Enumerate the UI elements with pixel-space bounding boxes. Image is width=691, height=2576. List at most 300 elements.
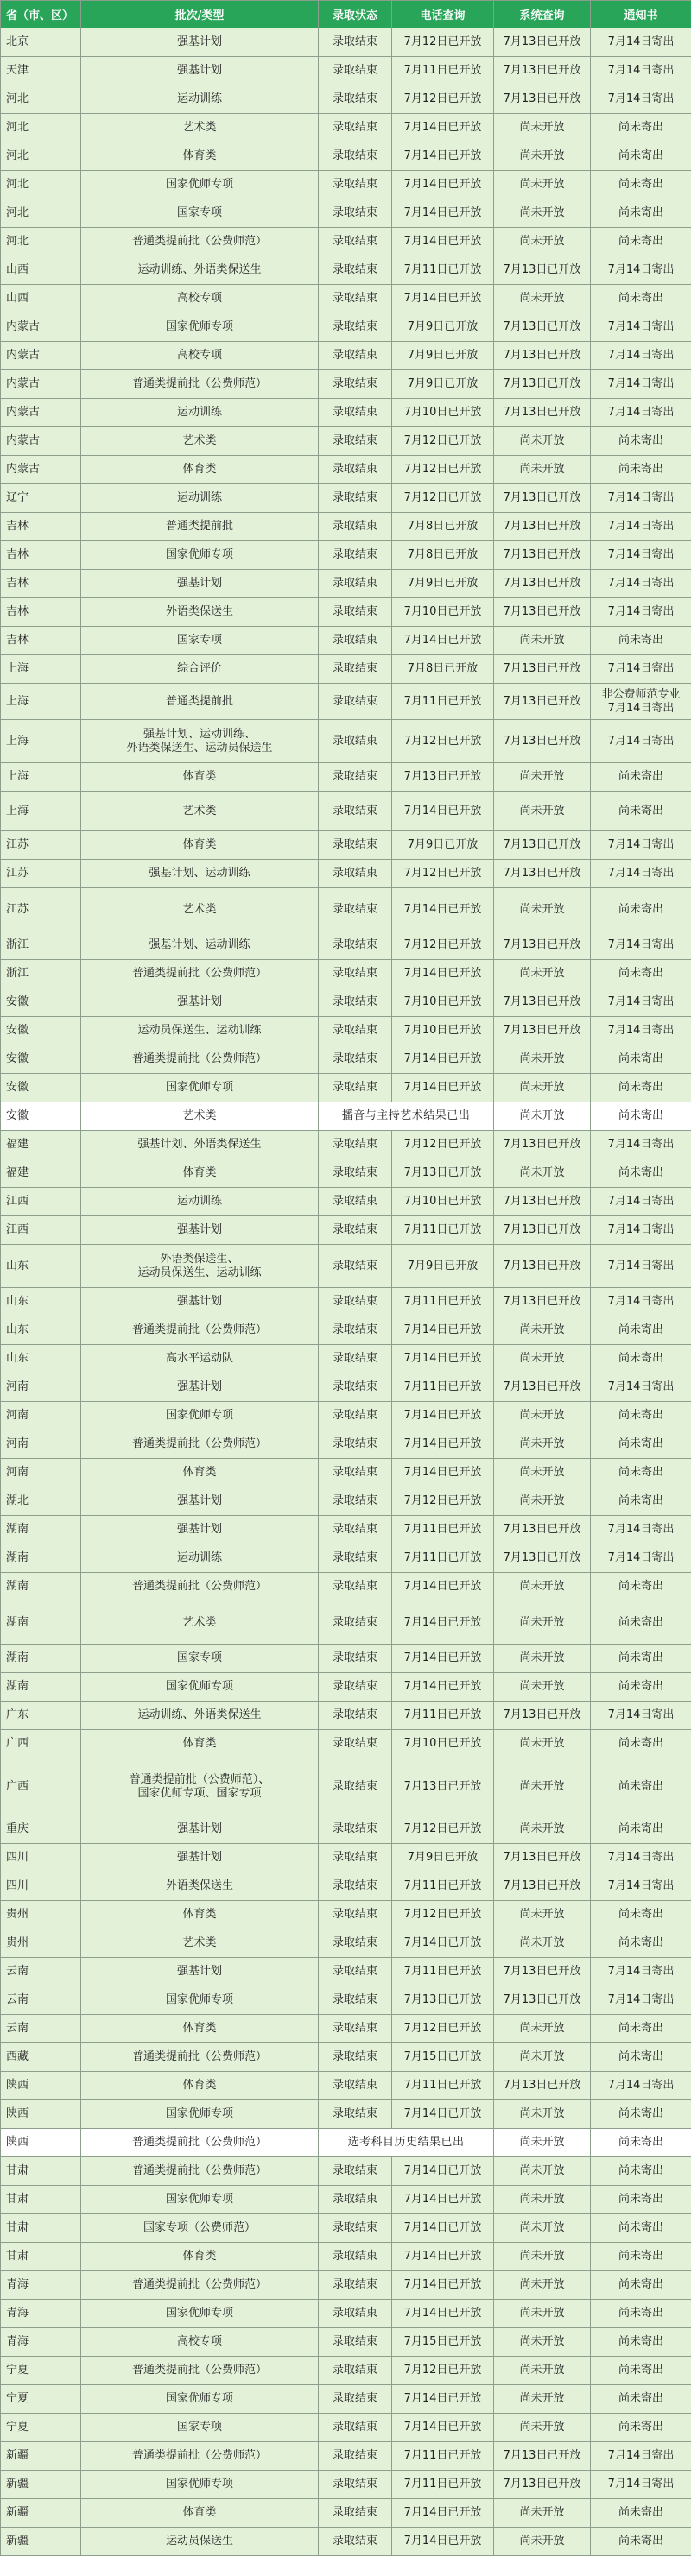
cell-batch: 高校专项 (81, 2328, 319, 2357)
cell-batch: 艺术类 (81, 427, 319, 456)
cell-notice: 7月14日寄出 (591, 1216, 691, 1245)
cell-province: 湖南 (1, 1601, 81, 1645)
header-batch: 批次/类型 (81, 1, 319, 28)
cell-status: 录取结束 (319, 1645, 392, 1673)
cell-batch: 普通类提前批（公费师范） (81, 1316, 319, 1345)
table-row (1, 570, 691, 598)
cell-status: 录取结束 (319, 256, 392, 285)
table-row (1, 1986, 691, 2015)
table-row (1, 1901, 691, 1929)
cell-batch: 强基计划、运动训练 (81, 860, 319, 888)
cell-province: 陕西 (1, 2100, 81, 2129)
cell-notice: 7月14日寄出 (591, 570, 691, 598)
cell-status: 录取结束 (319, 1844, 392, 1872)
cell-batch: 普通类提前批（公费师范） (81, 2271, 319, 2300)
cell-batch: 综合评价 (81, 655, 319, 684)
cell-system-query: 尚未开放 (494, 2385, 591, 2414)
cell-province: 青海 (1, 2328, 81, 2357)
cell-province: 河南 (1, 1373, 81, 1402)
cell-phone-query: 7月14日已开放 (392, 1673, 494, 1702)
cell-phone-query: 7月14日已开放 (392, 888, 494, 931)
cell-status: 录取结束 (319, 570, 392, 598)
cell-phone-query: 7月14日已开放 (392, 1402, 494, 1430)
cell-phone-query: 7月14日已开放 (392, 2243, 494, 2271)
cell-province: 上海 (1, 792, 81, 831)
cell-province: 河南 (1, 1402, 81, 1430)
cell-notice: 尚未寄出 (591, 199, 691, 228)
table-row (1, 2043, 691, 2072)
cell-system-query: 尚未开放 (494, 1345, 591, 1373)
cell-notice: 7月14日寄出 (591, 1288, 691, 1316)
cell-batch: 运动训练 (81, 1544, 319, 1573)
cell-batch: 艺术类 (81, 792, 319, 831)
cell-batch: 普通类提前批（公费师范） (81, 2043, 319, 2072)
cell-province: 山西 (1, 256, 81, 285)
cell-province: 甘肃 (1, 2243, 81, 2271)
cell-province: 新疆 (1, 2499, 81, 2528)
cell-status: 录取结束 (319, 1373, 392, 1402)
cell-province: 江苏 (1, 888, 81, 931)
cell-batch: 普通类提前批（公费师范） (81, 2129, 319, 2157)
cell-system-query: 7月13日已开放 (494, 1702, 591, 1730)
table-row (1, 2271, 691, 2300)
cell-status: 录取结束 (319, 541, 392, 570)
cell-status: 录取结束 (319, 1758, 392, 1815)
cell-phone-query: 7月12日已开放 (392, 2357, 494, 2385)
table-row (1, 28, 691, 57)
cell-status-merged: 选考科目历史结果已出 (319, 2129, 494, 2157)
cell-notice: 尚未寄出 (591, 1730, 691, 1758)
cell-phone-query: 7月11日已开放 (392, 1288, 494, 1316)
cell-system-query: 尚未开放 (494, 627, 591, 655)
cell-batch: 艺术类 (81, 1601, 319, 1645)
cell-phone-query: 7月12日已开放 (392, 1487, 494, 1516)
cell-status: 录取结束 (319, 598, 392, 627)
cell-system-query: 7月13日已开放 (494, 1544, 591, 1573)
table-row (1, 1730, 691, 1758)
cell-province: 西藏 (1, 2043, 81, 2072)
cell-notice: 尚未寄出 (591, 627, 691, 655)
table-row (1, 2499, 691, 2528)
cell-notice: 7月14日寄出 (591, 1958, 691, 1986)
cell-phone-query: 7月9日已开放 (392, 313, 494, 342)
cell-system-query: 尚未开放 (494, 792, 591, 831)
cell-batch: 外语类保送生、 运动员保送生、运动训练 (81, 1245, 319, 1288)
cell-province: 内蒙古 (1, 342, 81, 370)
cell-notice: 7月14日寄出 (591, 1516, 691, 1544)
cell-status: 录取结束 (319, 85, 392, 114)
cell-phone-query: 7月14日已开放 (392, 960, 494, 988)
cell-phone-query: 7月12日已开放 (392, 484, 494, 513)
cell-notice: 尚未寄出 (591, 2129, 691, 2157)
cell-batch: 普通类提前批 (81, 513, 319, 541)
table-row (1, 2129, 691, 2157)
cell-system-query: 尚未开放 (494, 1459, 591, 1487)
cell-notice: 7月14日寄出 (591, 2442, 691, 2471)
cell-system-query: 7月13日已开放 (494, 370, 591, 399)
cell-phone-query: 7月9日已开放 (392, 831, 494, 860)
cell-batch: 强基计划 (81, 1958, 319, 1986)
cell-batch: 体育类 (81, 2072, 319, 2100)
cell-province: 河北 (1, 85, 81, 114)
cell-batch: 强基计划 (81, 1216, 319, 1245)
table-row (1, 988, 691, 1017)
cell-province: 陕西 (1, 2072, 81, 2100)
cell-status: 录取结束 (319, 2157, 392, 2186)
cell-province: 浙江 (1, 960, 81, 988)
cell-phone-query: 7月12日已开放 (392, 2015, 494, 2043)
cell-batch: 运动训练、外语类保送生 (81, 1702, 319, 1730)
cell-phone-query: 7月14日已开放 (392, 2214, 494, 2243)
cell-status: 录取结束 (319, 2271, 392, 2300)
cell-province: 吉林 (1, 570, 81, 598)
cell-batch: 高校专项 (81, 342, 319, 370)
cell-batch: 强基计划、外语类保送生 (81, 1131, 319, 1159)
cell-notice: 尚未寄出 (591, 792, 691, 831)
cell-batch: 强基计划、运动训练 (81, 931, 319, 960)
cell-province: 吉林 (1, 598, 81, 627)
cell-phone-query: 7月14日已开放 (392, 1929, 494, 1958)
cell-system-query: 7月13日已开放 (494, 598, 591, 627)
cell-province: 陕西 (1, 2129, 81, 2157)
cell-system-query: 7月13日已开放 (494, 484, 591, 513)
cell-phone-query: 7月14日已开放 (392, 114, 494, 142)
cell-phone-query: 7月8日已开放 (392, 655, 494, 684)
cell-batch: 运动员保送生 (81, 2528, 319, 2556)
cell-province: 安徽 (1, 1102, 81, 1131)
cell-system-query: 7月13日已开放 (494, 1188, 591, 1216)
cell-batch: 普通类提前批（公费师范）、 国家优师专项、国家专项 (81, 1758, 319, 1815)
cell-status: 录取结束 (319, 1601, 392, 1645)
cell-system-query: 尚未开放 (494, 1074, 591, 1102)
cell-system-query: 7月13日已开放 (494, 1131, 591, 1159)
cell-status: 录取结束 (319, 2385, 392, 2414)
cell-phone-query: 7月14日已开放 (392, 2528, 494, 2556)
cell-notice: 7月14日寄出 (591, 399, 691, 427)
cell-notice: 尚未寄出 (591, 1673, 691, 1702)
cell-batch: 国家专项（公费师范） (81, 2214, 319, 2243)
table-row (1, 541, 691, 570)
cell-system-query: 7月13日已开放 (494, 931, 591, 960)
header-notice: 通知书 (591, 1, 691, 28)
cell-notice: 尚未寄出 (591, 2043, 691, 2072)
cell-system-query: 尚未开放 (494, 2357, 591, 2385)
cell-notice: 尚未寄出 (591, 2357, 691, 2385)
cell-system-query: 尚未开放 (494, 2528, 591, 2556)
table-row (1, 1958, 691, 1986)
cell-batch: 艺术类 (81, 888, 319, 931)
cell-province: 内蒙古 (1, 313, 81, 342)
table-row (1, 1516, 691, 1544)
cell-province: 浙江 (1, 931, 81, 960)
cell-batch: 国家优师专项 (81, 2186, 319, 2214)
cell-province: 上海 (1, 684, 81, 720)
cell-notice: 尚未寄出 (591, 1430, 691, 1459)
cell-province: 青海 (1, 2271, 81, 2300)
cell-status: 录取结束 (319, 484, 392, 513)
cell-status: 录取结束 (319, 2328, 392, 2357)
cell-notice: 7月14日寄出 (591, 1188, 691, 1216)
table-row (1, 1288, 691, 1316)
cell-status-merged: 播音与主持艺术结果已出 (319, 1102, 494, 1131)
cell-province: 湖南 (1, 1673, 81, 1702)
cell-notice: 7月14日寄出 (591, 988, 691, 1017)
cell-batch: 体育类 (81, 456, 319, 484)
header-status: 录取状态 (319, 1, 392, 28)
cell-status: 录取结束 (319, 1288, 392, 1316)
cell-status: 录取结束 (319, 1516, 392, 1544)
cell-province: 云南 (1, 2015, 81, 2043)
cell-batch: 强基计划 (81, 1815, 319, 1844)
cell-province: 湖南 (1, 1645, 81, 1673)
table-row (1, 370, 691, 399)
cell-batch: 国家专项 (81, 2414, 319, 2442)
cell-status: 录取结束 (319, 1045, 392, 1074)
table-row (1, 199, 691, 228)
cell-status: 录取结束 (319, 1459, 392, 1487)
cell-province: 福建 (1, 1159, 81, 1188)
table-row (1, 2100, 691, 2129)
cell-status: 录取结束 (319, 1131, 392, 1159)
cell-notice: 7月14日寄出 (591, 831, 691, 860)
cell-batch: 强基计划 (81, 1487, 319, 1516)
cell-phone-query: 7月10日已开放 (392, 598, 494, 627)
cell-phone-query: 7月11日已开放 (392, 2442, 494, 2471)
cell-province: 江西 (1, 1216, 81, 1245)
cell-status: 录取结束 (319, 960, 392, 988)
cell-phone-query: 7月8日已开放 (392, 541, 494, 570)
cell-notice: 尚未寄出 (591, 1402, 691, 1430)
cell-phone-query: 7月14日已开放 (392, 1601, 494, 1645)
cell-province: 河南 (1, 1430, 81, 1459)
cell-batch: 强基计划 (81, 988, 319, 1017)
cell-batch: 运动训练 (81, 85, 319, 114)
table-row (1, 1758, 691, 1815)
cell-system-query: 7月13日已开放 (494, 1245, 591, 1288)
table-row (1, 256, 691, 285)
cell-phone-query: 7月12日已开放 (392, 931, 494, 960)
cell-province: 四川 (1, 1844, 81, 1872)
cell-batch: 艺术类 (81, 1102, 319, 1131)
cell-province: 湖北 (1, 1487, 81, 1516)
cell-status: 录取结束 (319, 1673, 392, 1702)
table-row (1, 427, 691, 456)
cell-batch: 国家优师专项 (81, 2300, 319, 2328)
cell-batch: 强基计划 (81, 1373, 319, 1402)
cell-batch: 普通类提前批（公费师范） (81, 228, 319, 256)
cell-province: 广西 (1, 1758, 81, 1815)
cell-batch: 普通类提前批（公费师范） (81, 2442, 319, 2471)
cell-phone-query: 7月15日已开放 (392, 2328, 494, 2357)
cell-system-query: 7月13日已开放 (494, 2072, 591, 2100)
cell-system-query: 7月13日已开放 (494, 831, 591, 860)
cell-batch: 体育类 (81, 1459, 319, 1487)
cell-notice: 尚未寄出 (591, 1487, 691, 1516)
cell-phone-query: 7月14日已开放 (392, 1074, 494, 1102)
cell-batch: 体育类 (81, 2499, 319, 2528)
table-row (1, 1673, 691, 1702)
cell-phone-query: 7月13日已开放 (392, 1159, 494, 1188)
table-row (1, 1373, 691, 1402)
table-row (1, 1430, 691, 1459)
cell-status: 录取结束 (319, 199, 392, 228)
cell-province: 贵州 (1, 1901, 81, 1929)
cell-phone-query: 7月11日已开放 (392, 1872, 494, 1901)
table-row (1, 2357, 691, 2385)
header-system-query: 系统查询 (494, 1, 591, 28)
table-row (1, 1702, 691, 1730)
cell-notice: 7月14日寄出 (591, 1702, 691, 1730)
cell-phone-query: 7月10日已开放 (392, 399, 494, 427)
cell-batch: 国家优师专项 (81, 1986, 319, 2015)
cell-province: 山东 (1, 1288, 81, 1316)
cell-batch: 国家专项 (81, 627, 319, 655)
cell-status: 录取结束 (319, 1702, 392, 1730)
table-row (1, 763, 691, 792)
cell-notice: 7月14日寄出 (591, 513, 691, 541)
table-row (1, 2442, 691, 2471)
cell-province: 上海 (1, 655, 81, 684)
cell-system-query: 尚未开放 (494, 888, 591, 931)
cell-batch: 强基计划 (81, 28, 319, 57)
cell-status: 录取结束 (319, 627, 392, 655)
cell-system-query: 7月13日已开放 (494, 1373, 591, 1402)
cell-system-query: 尚未开放 (494, 2328, 591, 2357)
cell-system-query: 尚未开放 (494, 2243, 591, 2271)
cell-notice: 尚未寄出 (591, 1815, 691, 1844)
cell-phone-query: 7月12日已开放 (392, 1901, 494, 1929)
cell-system-query: 尚未开放 (494, 960, 591, 988)
cell-batch: 艺术类 (81, 1929, 319, 1958)
table-row (1, 1645, 691, 1673)
table-row (1, 831, 691, 860)
cell-phone-query: 7月12日已开放 (392, 456, 494, 484)
cell-notice: 尚未寄出 (591, 2414, 691, 2442)
header-phone-query: 电话查询 (392, 1, 494, 28)
cell-notice: 尚未寄出 (591, 1316, 691, 1345)
table-row (1, 142, 691, 171)
table-row (1, 57, 691, 85)
cell-status: 录取结束 (319, 513, 392, 541)
cell-status: 录取结束 (319, 2357, 392, 2385)
cell-notice: 7月14日寄出 (591, 1245, 691, 1288)
cell-phone-query: 7月14日已开放 (392, 2414, 494, 2442)
cell-system-query: 7月13日已开放 (494, 1844, 591, 1872)
cell-system-query: 尚未开放 (494, 142, 591, 171)
cell-system-query: 尚未开放 (494, 1102, 591, 1131)
cell-province: 贵州 (1, 1929, 81, 1958)
cell-system-query: 尚未开放 (494, 2186, 591, 2214)
cell-province: 云南 (1, 1958, 81, 1986)
cell-status: 录取结束 (319, 1245, 392, 1288)
cell-notice: 尚未寄出 (591, 2271, 691, 2300)
cell-phone-query: 7月14日已开放 (392, 2300, 494, 2328)
cell-phone-query: 7月11日已开放 (392, 1373, 494, 1402)
cell-phone-query: 7月11日已开放 (392, 256, 494, 285)
table-row (1, 960, 691, 988)
cell-province: 山西 (1, 285, 81, 313)
cell-status: 录取结束 (319, 2499, 392, 2528)
cell-notice: 尚未寄出 (591, 114, 691, 142)
cell-system-query: 尚未开放 (494, 2015, 591, 2043)
cell-province: 山东 (1, 1245, 81, 1288)
cell-province: 江苏 (1, 860, 81, 888)
cell-system-query: 尚未开放 (494, 763, 591, 792)
cell-status: 录取结束 (319, 2072, 392, 2100)
cell-phone-query: 7月14日已开放 (392, 2385, 494, 2414)
cell-notice: 7月14日寄出 (591, 655, 691, 684)
cell-phone-query: 7月9日已开放 (392, 1844, 494, 1872)
cell-phone-query: 7月9日已开放 (392, 1245, 494, 1288)
cell-system-query: 尚未开放 (494, 456, 591, 484)
cell-batch: 国家优师专项 (81, 1074, 319, 1102)
cell-province: 重庆 (1, 1815, 81, 1844)
table-row (1, 2186, 691, 2214)
cell-notice: 尚未寄出 (591, 1645, 691, 1673)
cell-phone-query: 7月10日已开放 (392, 988, 494, 1017)
cell-batch: 普通类提前批（公费师范） (81, 960, 319, 988)
cell-batch: 强基计划、运动训练、 外语类保送生、运动员保送生 (81, 720, 319, 763)
cell-system-query: 尚未开放 (494, 1645, 591, 1673)
cell-phone-query: 7月11日已开放 (392, 2072, 494, 2100)
cell-system-query: 尚未开放 (494, 1316, 591, 1345)
cell-province: 辽宁 (1, 484, 81, 513)
cell-notice: 7月14日寄出 (591, 1544, 691, 1573)
cell-phone-query: 7月14日已开放 (392, 228, 494, 256)
cell-province: 福建 (1, 1131, 81, 1159)
cell-status: 录取结束 (319, 988, 392, 1017)
cell-notice: 尚未寄出 (591, 2100, 691, 2129)
cell-notice: 7月14日寄出 (591, 598, 691, 627)
cell-status: 录取结束 (319, 1017, 392, 1045)
cell-phone-query: 7月12日已开放 (392, 28, 494, 57)
cell-province: 河北 (1, 199, 81, 228)
table-row (1, 2015, 691, 2043)
cell-phone-query: 7月12日已开放 (392, 427, 494, 456)
cell-system-query: 尚未开放 (494, 1487, 591, 1516)
cell-batch: 强基计划 (81, 1288, 319, 1316)
cell-system-query: 7月13日已开放 (494, 28, 591, 57)
table-row (1, 627, 691, 655)
table-row (1, 931, 691, 960)
table-row (1, 1929, 691, 1958)
cell-batch: 体育类 (81, 2015, 319, 2043)
cell-batch: 运动训练 (81, 484, 319, 513)
cell-notice: 尚未寄出 (591, 1929, 691, 1958)
cell-status: 录取结束 (319, 28, 392, 57)
cell-phone-query: 7月14日已开放 (392, 1459, 494, 1487)
table-row (1, 1872, 691, 1901)
cell-batch: 国家优师专项 (81, 2471, 319, 2499)
cell-phone-query: 7月11日已开放 (392, 1544, 494, 1573)
cell-status: 录取结束 (319, 2100, 392, 2129)
cell-status: 录取结束 (319, 763, 392, 792)
cell-phone-query: 7月14日已开放 (392, 2157, 494, 2186)
cell-batch: 外语类保送生 (81, 1872, 319, 1901)
table-row (1, 456, 691, 484)
cell-notice: 尚未寄出 (591, 427, 691, 456)
cell-phone-query: 7月11日已开放 (392, 1958, 494, 1986)
cell-batch: 高水平运动队 (81, 1345, 319, 1373)
cell-notice: 7月14日寄出 (591, 313, 691, 342)
cell-notice: 尚未寄出 (591, 2214, 691, 2243)
cell-notice: 7月14日寄出 (591, 57, 691, 85)
cell-batch: 国家优师专项 (81, 541, 319, 570)
cell-phone-query: 7月14日已开放 (392, 1045, 494, 1074)
cell-notice: 尚未寄出 (591, 2243, 691, 2271)
cell-batch: 体育类 (81, 1730, 319, 1758)
cell-status: 录取结束 (319, 370, 392, 399)
